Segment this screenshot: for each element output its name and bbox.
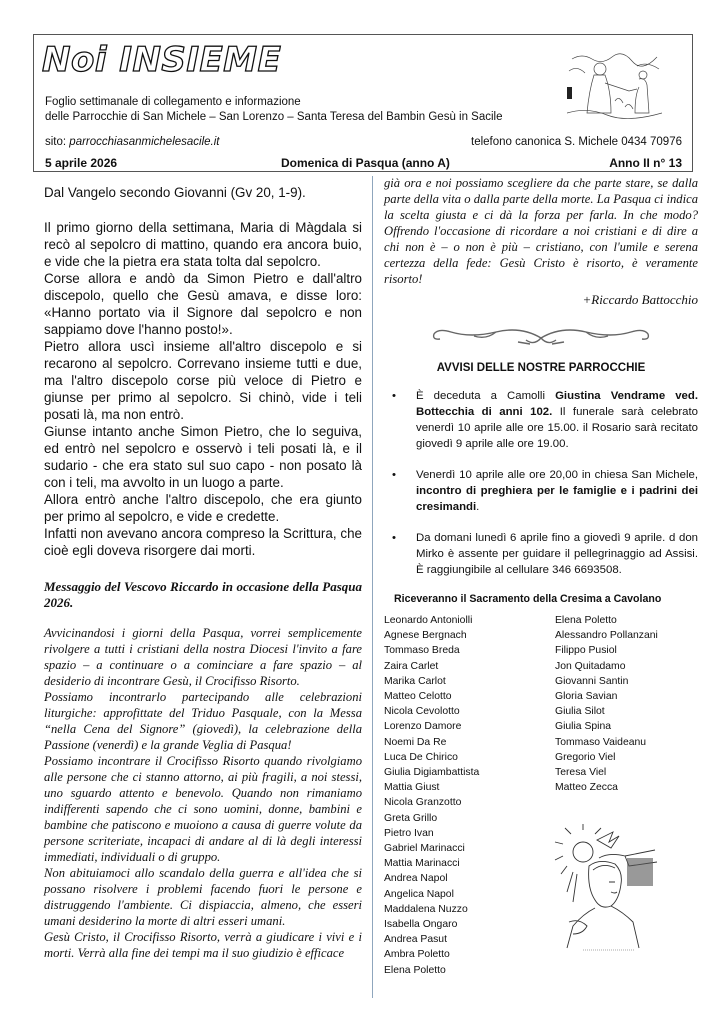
confirmand-name: Teresa Viel bbox=[555, 767, 607, 779]
confirmand-name: Pietro Ivan bbox=[384, 827, 434, 839]
confirmand-name: Ambra Poletto bbox=[384, 949, 450, 961]
gospel-paragraph: Giunse intanto anche Simon Pietro, che lo seguiva, ed entrò nel sepolcro e osservò i teli posati là, e il sudario - che era stato sul suo capo - non posato là con i teli, ma avvolto in un luogo a parte. bbox=[44, 424, 362, 490]
confirmand-name: Isabella Ongaro bbox=[384, 919, 458, 931]
subtitle-line-2: delle Parrocchie di San Michele – San Lorenzo – Santa Teresa del Bambin Gesù in Sacile bbox=[45, 111, 503, 123]
confirmand-name: Giulia Spina bbox=[555, 721, 612, 733]
issue-number: Anno II n° 13 bbox=[609, 156, 682, 170]
confirmation-illustration-icon bbox=[553, 822, 665, 960]
bullet-icon: • bbox=[392, 469, 396, 481]
confirmand-name: Gloria Savian bbox=[555, 691, 618, 703]
confirmand-name: Mattia Giust bbox=[384, 782, 440, 794]
message-paragraph: Gesù Cristo, il Crocifisso Risorto, verrà a giudicare i vivi e i morti. Verrà alla fine dei tempi ma il suo giudizio è efficace bbox=[44, 930, 362, 960]
gospel-reference: Dal Vangelo secondo Giovanni (Gv 20, 1-9). bbox=[44, 185, 306, 200]
confirmand-name: Lorenzo Damore bbox=[384, 721, 462, 733]
confirmand-name: Greta Grillo bbox=[384, 812, 438, 824]
confirmand-name: Zaira Carlet bbox=[384, 660, 439, 672]
confirmand-name: Tommaso Vaideanu bbox=[555, 736, 647, 748]
gospel-paragraph: Il primo giorno della settimana, Maria di Màgdala si recò al sepolcro di mattino, quando era ancora buio, e vide che la pietra era stata tolta dal sepolcro. bbox=[44, 220, 362, 269]
confirmand-name: Giulia Silot bbox=[555, 706, 605, 718]
notices-list bbox=[384, 388, 698, 578]
message-paragraph: Possiamo incontrare il Crocifisso Risorto quando rivolgiamo alle persone che ci stanno attorno, ai più fragili, a noi stessi, uno sguardo attento e benevolo. Quando non rimaniamo indifferenti sapendo che ci sono uomini, donne, bambini e bambine che patiscono e muoiono a causa di guerre volute da persone scriteriate, incapaci di andare al di là degli interessi immediati, individuali o di gruppo. bbox=[44, 754, 362, 864]
message-paragraph: Possiamo incontrarlo partecipando alle celebrazioni liturgiche: approfittate del Triduo Pasquale, con la Messa “nella Cena del Signore” (giovedì), la celebrazione della Passione (venerdì) e la grande Veglia di Pasqua! bbox=[44, 690, 362, 752]
bishop-message-text bbox=[44, 625, 362, 961]
confirmand-name: Giulia Digiambattista bbox=[384, 767, 480, 779]
confirmand-name: Alessandro Pollanzani bbox=[555, 630, 658, 642]
confirmand-name: Tommaso Breda bbox=[384, 645, 460, 657]
masthead bbox=[33, 34, 693, 172]
confirmand-name: Nicola Cevolotto bbox=[384, 706, 460, 718]
message-paragraph: Avvicinandosi i giorni della Pasqua, vorrei semplicemente rivolgere a tutti i cristiani della nostra Diocesi l'invito a fare spazio – a continuare o a cominciare a fare spazio – al desiderio di incontrare Gesù, il Crocifisso Risorto. bbox=[44, 626, 362, 688]
confirmand-name: Elena Poletto bbox=[555, 615, 617, 626]
newsletter-subtitle bbox=[45, 95, 503, 125]
bishop-message-continuation bbox=[384, 175, 698, 287]
confirmand-name: Andrea Napol bbox=[384, 873, 448, 885]
confirmand-name: Matteo Zecca bbox=[555, 782, 618, 794]
gospel-paragraph: Infatti non avevano ancora compreso la Scrittura, che cioè egli doveva risorgere dai morti. bbox=[44, 526, 362, 558]
gospel-paragraph: Pietro allora uscì insieme all'altro discepolo e si recarono al sepolcro. Correvano insieme tutti e due, ma l'altro discepolo corse più veloce di Pietro e giunse per primo al sepolcro. Si chinò, vide i teli posati là, ma non entrò. bbox=[44, 339, 362, 422]
bullet-icon: • bbox=[392, 390, 396, 402]
notice-item: • Da domani lunedì 6 aprile fino a giovedì 9 aprile. d don Mirko è assente per guidare il pellegrinaggio ad Assisi. È raggiungibile al cellulare 346 6693508. bbox=[392, 532, 698, 576]
confirmand-name: Elena Poletto bbox=[384, 964, 446, 976]
confirmand-name: Nicola Granzotto bbox=[384, 797, 462, 809]
gospel-text bbox=[44, 219, 362, 559]
notice-item: • È deceduta a Camolli Giustina Vendrame ved. Bottecchia di anni 102. Il funerale sarà celebrato venerdì 10 aprile alle ore 15.00. il Rosario sarà recitato giovedì 9 aprile alle ore 19.00. bbox=[392, 390, 699, 450]
confirmand-name: Andrea Pasut bbox=[384, 934, 447, 946]
bullet-icon: • bbox=[392, 532, 396, 544]
left-column bbox=[44, 184, 362, 961]
newsletter-logo: Noi INSIEME bbox=[42, 40, 282, 80]
confirmand-name: Maddalena Nuzzo bbox=[384, 903, 468, 915]
confirmand-name: Jon Quitadamo bbox=[555, 660, 626, 672]
website bbox=[45, 136, 220, 148]
flourish-ornament-icon bbox=[426, 324, 656, 346]
confirmand-name: Noemi Da Re bbox=[384, 736, 447, 748]
gospel-paragraph: Corse allora e andò da Simon Pietro e dall'altro discepolo, quello che Gesù amava, e disse loro: «Hanno portato via il Signore dal sepolcro e non sappiamo dove l'hanno posto!». bbox=[44, 271, 362, 337]
confirmand-name: Gabriel Marinacci bbox=[384, 843, 465, 855]
message-paragraph: Non abituiamoci allo scandalo della guerra e all'idea che si possano risolvere i problemi facendo fuori le persone e distruggendo l'ambiente. Ci dispiaccia, almeno, che esseri umani desiderino la morte di altri esseri umani. bbox=[44, 866, 362, 928]
notices-title: AVVISI DELLE NOSTRE PARROCCHIE bbox=[436, 362, 646, 374]
confirmation-title: Riceveranno il Sacramento della Cresima a Cavolano bbox=[394, 593, 662, 605]
confirmand-name: Filippo Pusiol bbox=[555, 645, 617, 657]
liturgical-occasion: Domenica di Pasqua (anno A) bbox=[281, 156, 450, 170]
subtitle-line-1: Foglio settimanale di collegamento e informazione bbox=[45, 96, 301, 108]
notice-item: • Venerdì 10 aprile alle ore 20,00 in chiesa San Michele, incontro di preghiera per le famiglie e i padrini dei cresimandi. bbox=[392, 469, 698, 513]
confirmand-name: Angelica Napol bbox=[384, 888, 454, 900]
confirmand-name: Marika Carlot bbox=[384, 675, 446, 687]
issue-date: 5 aprile 2026 bbox=[45, 156, 118, 170]
bishop-message-title: Messaggio del Vescovo Riccardo in occasione della Pasqua 2026. bbox=[44, 579, 362, 610]
confirmand-name: Leonardo Antoniolli bbox=[384, 615, 473, 626]
confirmand-name: Luca De Chirico bbox=[384, 751, 458, 763]
names-column-2 bbox=[555, 613, 658, 795]
confirmand-name: Giovanni Santin bbox=[555, 675, 629, 687]
website-link[interactable]: parrocchiasanmichelesacile.it bbox=[69, 136, 220, 148]
right-column bbox=[384, 175, 699, 976]
resurrection-illustration-icon bbox=[567, 51, 662, 121]
confirmand-name: Gregorio Viel bbox=[555, 751, 616, 763]
confirmand-name: Matteo Celotto bbox=[384, 691, 452, 703]
message-paragraph: già ora e noi possiamo scegliere da che parte stare, se dalla parte della vita o dalla parte della morte. La Pasqua ci indica la scelta giusta e ci dà la forza per farla. In che modo? Offrendo l'occasione di ricordare a noi cristiani e di dire a chi non è – o non è più – cristiano, con l'umile e serena certezza della fede: Gesù Cristo è risorto, è veramente risorto! bbox=[384, 176, 698, 286]
website-label: sito: bbox=[45, 136, 70, 148]
confirmand-name: Agnese Bergnach bbox=[384, 630, 467, 642]
confirmand-name: Mattia Marinacci bbox=[384, 858, 460, 870]
names-column-1 bbox=[384, 613, 479, 978]
phone-number: telefono canonica S. Michele 0434 70976 bbox=[471, 136, 682, 148]
gospel-paragraph: Allora entrò anche l'altro discepolo, che era giunto per primo al sepolcro, e vide e credette. bbox=[44, 492, 362, 524]
bishop-signature: +Riccardo Battocchio bbox=[582, 292, 698, 307]
column-divider bbox=[372, 176, 373, 998]
